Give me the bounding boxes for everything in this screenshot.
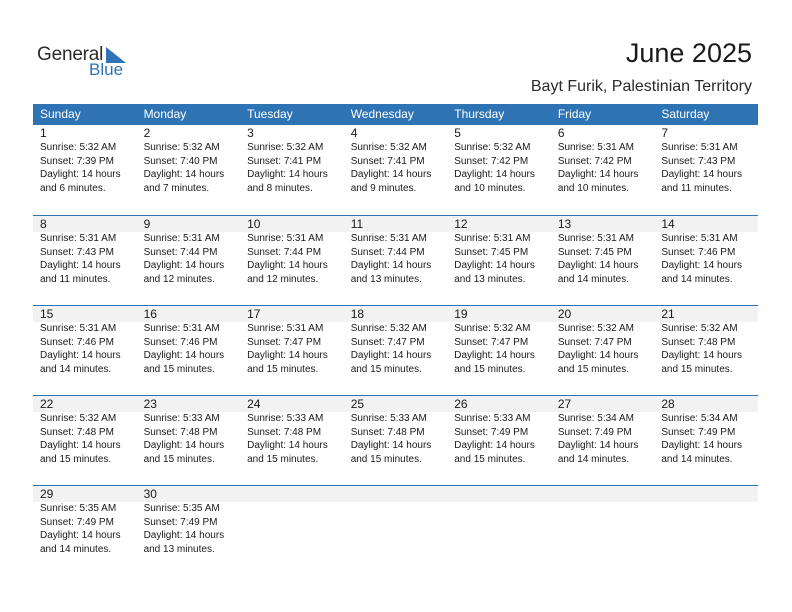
- day-number: 3: [247, 126, 254, 140]
- sunset-text: Sunset: 7:40 PM: [143, 155, 218, 167]
- daylight-minutes-text: and 6 minutes.: [40, 182, 106, 194]
- day-cell: [344, 306, 448, 376]
- daylight-text: Daylight: 14 hours: [350, 440, 432, 451]
- sunrise-text: Sunrise: 5:32 AM: [350, 142, 427, 153]
- sunset-text: Sunset: 7:46 PM: [661, 246, 736, 258]
- daylight-minutes-text: and 14 minutes.: [40, 543, 112, 555]
- daylight-text: Daylight: 14 hours: [661, 350, 742, 361]
- sunrise-text: Sunrise: 5:34 AM: [557, 413, 634, 424]
- day-number: 4: [350, 126, 358, 140]
- weeks-container: [33, 125, 758, 575]
- daylight-minutes-text: and 14 minutes.: [557, 453, 629, 465]
- daylight-text: Daylight: 14 hours: [40, 169, 121, 180]
- sunrise-text: Sunrise: 5:31 AM: [247, 233, 324, 244]
- weekday-wednesday: Wednesday: [350, 107, 414, 121]
- sunset-text: Sunset: 7:44 PM: [143, 246, 218, 258]
- weekday-tuesday: Tuesday: [247, 107, 293, 121]
- sunrise-text: Sunrise: 5:32 AM: [247, 142, 324, 153]
- page-title: June 2025: [625, 38, 752, 68]
- daylight-minutes-text: and 8 minutes.: [247, 182, 313, 194]
- sunset-text: Sunset: 7:41 PM: [350, 155, 425, 167]
- daylight-minutes-text: and 15 minutes.: [247, 453, 319, 465]
- day-number: 30: [143, 487, 157, 501]
- day-cell: [551, 306, 655, 376]
- daylight-minutes-text: and 7 minutes.: [143, 182, 210, 194]
- sunset-text: Sunset: 7:42 PM: [557, 155, 632, 167]
- sunrise-text: Sunrise: 5:32 AM: [40, 413, 117, 424]
- daylight-minutes-text: and 15 minutes.: [454, 453, 526, 465]
- week-cells: [33, 125, 758, 195]
- sunset-text: Sunset: 7:42 PM: [454, 155, 529, 167]
- day-number: 21: [661, 307, 675, 321]
- weekday-friday: Friday: [557, 107, 592, 121]
- week-row: [33, 485, 758, 575]
- daylight-text: Daylight: 14 hours: [454, 350, 535, 361]
- day-number: 11: [350, 217, 364, 231]
- sunset-text: Sunset: 7:47 PM: [350, 336, 425, 348]
- day-cell: [137, 125, 241, 195]
- sunrise-text: Sunrise: 5:31 AM: [350, 233, 427, 244]
- day-cell: [551, 396, 655, 466]
- sunrise-text: Sunrise: 5:31 AM: [454, 233, 531, 244]
- day-number: 1: [40, 126, 47, 140]
- weekday-saturday: Saturday: [661, 107, 710, 121]
- daylight-minutes-text: and 15 minutes.: [350, 363, 422, 375]
- sunrise-text: Sunrise: 5:33 AM: [454, 413, 531, 424]
- sunset-text: Sunset: 7:45 PM: [557, 246, 632, 258]
- day-cell: [33, 306, 137, 376]
- sunrise-text: Sunrise: 5:31 AM: [661, 233, 738, 244]
- day-number: 2: [143, 126, 151, 140]
- sunrise-text: Sunrise: 5:34 AM: [661, 413, 738, 424]
- logo: [37, 44, 137, 80]
- daylight-minutes-text: and 15 minutes.: [143, 453, 215, 465]
- daylight-text: Daylight: 14 hours: [247, 169, 328, 180]
- daylight-text: Daylight: 14 hours: [247, 440, 328, 451]
- sunrise-text: Sunrise: 5:31 AM: [247, 323, 324, 334]
- day-number: 13: [557, 217, 572, 231]
- daylight-text: Daylight: 14 hours: [557, 169, 639, 180]
- daylight-text: Daylight: 14 hours: [143, 530, 225, 541]
- sunrise-text: Sunrise: 5:32 AM: [454, 142, 531, 153]
- sunset-text: Sunset: 7:48 PM: [661, 336, 736, 348]
- sunrise-text: Sunrise: 5:32 AM: [454, 323, 531, 334]
- daylight-minutes-text: and 14 minutes.: [661, 453, 733, 465]
- week-row: [33, 125, 758, 215]
- sunset-text: Sunset: 7:47 PM: [557, 336, 632, 348]
- day-number: 27: [557, 397, 572, 411]
- day-cell: [654, 396, 758, 466]
- day-cell: [551, 125, 655, 195]
- daylight-minutes-text: and 9 minutes.: [350, 182, 417, 194]
- sunset-text: Sunset: 7:49 PM: [40, 516, 114, 528]
- logo-blue-text: Blue: [89, 60, 124, 79]
- daylight-text: Daylight: 14 hours: [557, 440, 639, 451]
- sunset-text: Sunset: 7:46 PM: [40, 336, 114, 348]
- sunrise-text: Sunrise: 5:31 AM: [143, 323, 220, 334]
- sunrise-text: Sunrise: 5:31 AM: [143, 233, 220, 244]
- day-cell: [654, 306, 758, 376]
- daylight-text: Daylight: 14 hours: [557, 350, 639, 361]
- day-cell: [240, 125, 344, 195]
- sunset-text: Sunset: 7:43 PM: [40, 246, 114, 258]
- day-number: 18: [350, 307, 365, 321]
- day-cell: [344, 216, 448, 286]
- sunrise-text: Sunrise: 5:31 AM: [40, 233, 117, 244]
- day-cell: [33, 216, 137, 286]
- daylight-minutes-text: and 12 minutes.: [143, 273, 215, 285]
- sunset-text: Sunset: 7:46 PM: [143, 336, 218, 348]
- day-cell: [447, 396, 551, 466]
- day-cell: [33, 486, 137, 556]
- weekday-header: [33, 104, 758, 125]
- week-cells: [33, 216, 758, 286]
- sunset-text: Sunset: 7:48 PM: [40, 426, 114, 438]
- day-cell: [137, 306, 241, 376]
- calendar-grid: [33, 104, 758, 575]
- day-number: 10: [247, 217, 261, 231]
- day-cell: [447, 216, 551, 286]
- weekday-thursday: Thursday: [454, 107, 505, 121]
- daylight-text: Daylight: 14 hours: [143, 169, 225, 180]
- sunrise-text: Sunrise: 5:33 AM: [143, 413, 220, 424]
- sunrise-text: Sunrise: 5:31 AM: [557, 233, 634, 244]
- sunset-text: Sunset: 7:39 PM: [40, 155, 114, 167]
- day-cell: [344, 125, 448, 195]
- sunrise-text: Sunrise: 5:33 AM: [350, 413, 427, 424]
- sunrise-text: Sunrise: 5:32 AM: [661, 323, 738, 334]
- sunset-text: Sunset: 7:47 PM: [454, 336, 529, 348]
- sunset-text: Sunset: 7:45 PM: [454, 246, 529, 258]
- week-row: [33, 305, 758, 395]
- sunrise-text: Sunrise: 5:33 AM: [247, 413, 324, 424]
- sunset-text: Sunset: 7:49 PM: [661, 426, 736, 438]
- daylight-minutes-text: and 10 minutes.: [454, 182, 526, 194]
- sunset-text: Sunset: 7:48 PM: [143, 426, 218, 438]
- daylight-text: Daylight: 14 hours: [661, 440, 742, 451]
- daylight-minutes-text: and 14 minutes.: [40, 363, 112, 375]
- sunset-text: Sunset: 7:48 PM: [247, 426, 322, 438]
- day-number: 22: [40, 397, 54, 411]
- sunrise-text: Sunrise: 5:31 AM: [557, 142, 634, 153]
- daylight-minutes-text: and 15 minutes.: [247, 363, 319, 375]
- daylight-minutes-text: and 12 minutes.: [247, 273, 319, 285]
- day-number: 17: [247, 307, 261, 321]
- sunrise-text: Sunrise: 5:32 AM: [40, 142, 117, 153]
- daylight-text: Daylight: 14 hours: [661, 260, 742, 271]
- day-cell: [137, 216, 241, 286]
- day-cell: [137, 396, 241, 466]
- sunset-text: Sunset: 7:43 PM: [661, 155, 736, 167]
- sunrise-text: Sunrise: 5:35 AM: [143, 503, 220, 514]
- day-cell: [654, 125, 758, 195]
- daylight-minutes-text: and 15 minutes.: [350, 453, 422, 465]
- sunset-text: Sunset: 7:44 PM: [350, 246, 425, 258]
- day-number: 6: [557, 126, 565, 140]
- day-number: 12: [454, 217, 468, 231]
- daylight-text: Daylight: 14 hours: [350, 260, 432, 271]
- day-cell: [240, 216, 344, 286]
- sunrise-text: Sunrise: 5:31 AM: [661, 142, 738, 153]
- daylight-text: Daylight: 14 hours: [661, 169, 742, 180]
- day-number: 7: [661, 126, 669, 140]
- day-number: 15: [40, 307, 54, 321]
- day-number: 8: [40, 217, 47, 231]
- weekday-monday: Monday: [143, 107, 187, 121]
- day-cell: [654, 216, 758, 286]
- daylight-minutes-text: and 15 minutes.: [40, 453, 112, 465]
- daylight-text: Daylight: 14 hours: [40, 260, 121, 271]
- weekday-sunday: Sunday: [40, 107, 81, 121]
- day-number: 29: [40, 487, 54, 501]
- sunrise-text: Sunrise: 5:32 AM: [143, 142, 220, 153]
- daylight-minutes-text: and 15 minutes.: [454, 363, 526, 375]
- daylight-text: Daylight: 14 hours: [454, 440, 535, 451]
- daylight-text: Daylight: 14 hours: [557, 260, 639, 271]
- daylight-minutes-text: and 15 minutes.: [143, 363, 215, 375]
- day-cell: [240, 396, 344, 466]
- day-number: 19: [454, 307, 468, 321]
- sunset-text: Sunset: 7:44 PM: [247, 246, 322, 258]
- daylight-text: Daylight: 14 hours: [247, 350, 328, 361]
- sunrise-text: Sunrise: 5:35 AM: [40, 503, 117, 514]
- logo-general-text: General: [37, 44, 104, 65]
- day-cell: [33, 396, 137, 466]
- daylight-minutes-text: and 13 minutes.: [143, 543, 215, 555]
- sunset-text: Sunset: 7:48 PM: [350, 426, 425, 438]
- week-row: [33, 215, 758, 305]
- day-cell: [447, 306, 551, 376]
- day-number: 28: [661, 397, 675, 411]
- daylight-text: Daylight: 14 hours: [454, 260, 535, 271]
- daylight-minutes-text: and 15 minutes.: [557, 363, 629, 375]
- daylight-text: Daylight: 14 hours: [143, 260, 225, 271]
- day-number: 14: [661, 217, 675, 231]
- daylight-minutes-text: and 10 minutes.: [557, 182, 629, 194]
- daylight-text: Daylight: 14 hours: [454, 169, 535, 180]
- sunset-text: Sunset: 7:47 PM: [247, 336, 322, 348]
- sunrise-text: Sunrise: 5:32 AM: [557, 323, 634, 334]
- daylight-text: Daylight: 14 hours: [247, 260, 328, 271]
- day-number: 9: [143, 217, 151, 231]
- week-row: [33, 395, 758, 485]
- day-cell: [33, 125, 137, 195]
- daylight-text: Daylight: 14 hours: [350, 169, 432, 180]
- daylight-text: Daylight: 14 hours: [143, 350, 225, 361]
- day-cell: [344, 396, 448, 466]
- week-cells: [33, 486, 758, 556]
- day-number: 5: [454, 126, 461, 140]
- week-cells: [33, 396, 758, 466]
- daylight-minutes-text: and 15 minutes.: [661, 363, 733, 375]
- daylight-minutes-text: and 13 minutes.: [454, 273, 526, 285]
- location-subtitle: Bayt Furik, Palestinian Territory: [530, 78, 752, 95]
- week-cells: [33, 306, 758, 376]
- sunset-text: Sunset: 7:49 PM: [454, 426, 529, 438]
- day-cell: [137, 486, 241, 556]
- sunset-text: Sunset: 7:49 PM: [557, 426, 632, 438]
- daylight-minutes-text: and 13 minutes.: [350, 273, 422, 285]
- day-number: 16: [143, 307, 157, 321]
- daylight-minutes-text: and 11 minutes.: [40, 273, 111, 285]
- day-number: 26: [454, 397, 468, 411]
- daylight-minutes-text: and 14 minutes.: [661, 273, 733, 285]
- daylight-text: Daylight: 14 hours: [40, 440, 121, 451]
- daylight-text: Daylight: 14 hours: [40, 530, 121, 541]
- day-number: 24: [247, 397, 261, 411]
- daylight-minutes-text: and 11 minutes.: [661, 182, 732, 194]
- sunrise-text: Sunrise: 5:31 AM: [40, 323, 117, 334]
- daylight-minutes-text: and 14 minutes.: [557, 273, 629, 285]
- sunset-text: Sunset: 7:49 PM: [143, 516, 218, 528]
- daylight-text: Daylight: 14 hours: [40, 350, 121, 361]
- daylight-text: Daylight: 14 hours: [143, 440, 225, 451]
- daylight-text: Daylight: 14 hours: [350, 350, 432, 361]
- day-cell: [551, 216, 655, 286]
- sunrise-text: Sunrise: 5:32 AM: [350, 323, 427, 334]
- day-cell: [240, 306, 344, 376]
- day-number: 20: [557, 307, 572, 321]
- sunset-text: Sunset: 7:41 PM: [247, 155, 322, 167]
- day-number: 25: [350, 397, 365, 411]
- day-number: 23: [143, 397, 157, 411]
- day-cell: [447, 125, 551, 195]
